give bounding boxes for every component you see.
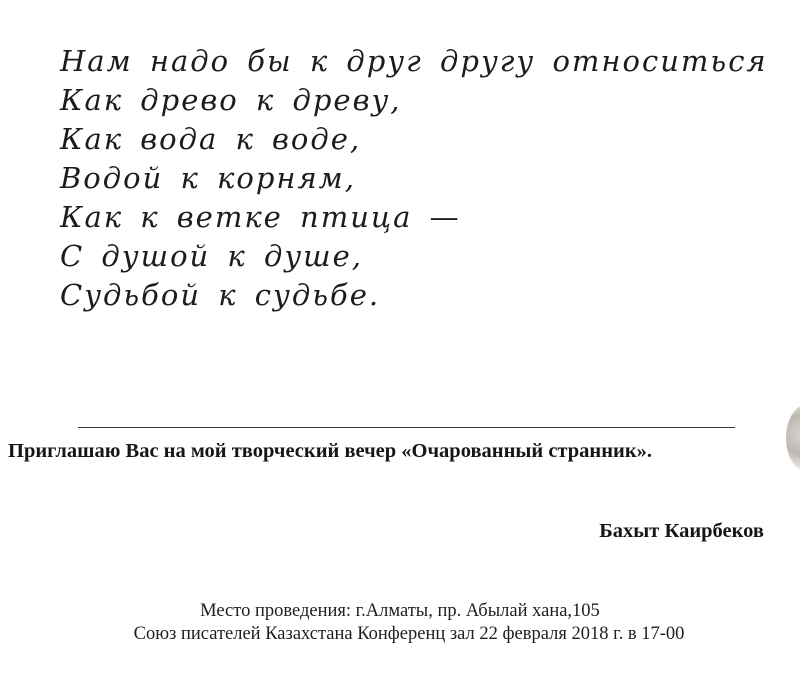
venue-date-time: Союз писателей Казахстана Конференц зал 22 февраля 2018 г. в 17-00 <box>133 624 685 644</box>
poem-line: Судьбой к судьбе. <box>60 278 381 312</box>
author-name: Бахыт Каирбеков <box>599 520 764 542</box>
poem-line: Нам надо бы к друг другу относиться <box>60 44 768 78</box>
venue-info <box>0 600 800 646</box>
poem-line: Как к ветке птица — <box>60 200 461 234</box>
poem-line: С душой к душе, <box>60 239 364 273</box>
poem <box>60 42 768 315</box>
venue-location: Место проведения: г.Алматы, пр. Абылай хана,105 <box>200 601 600 621</box>
poem-line: Как вода к воде, <box>60 122 362 156</box>
poem-line: Водой к корням, <box>60 161 356 195</box>
invitation-text: Приглашаю Вас на мой творческий вечер «Очарованный странник». <box>8 440 653 462</box>
divider-line <box>78 427 735 428</box>
poem-line: Как древо к древу, <box>60 83 402 117</box>
